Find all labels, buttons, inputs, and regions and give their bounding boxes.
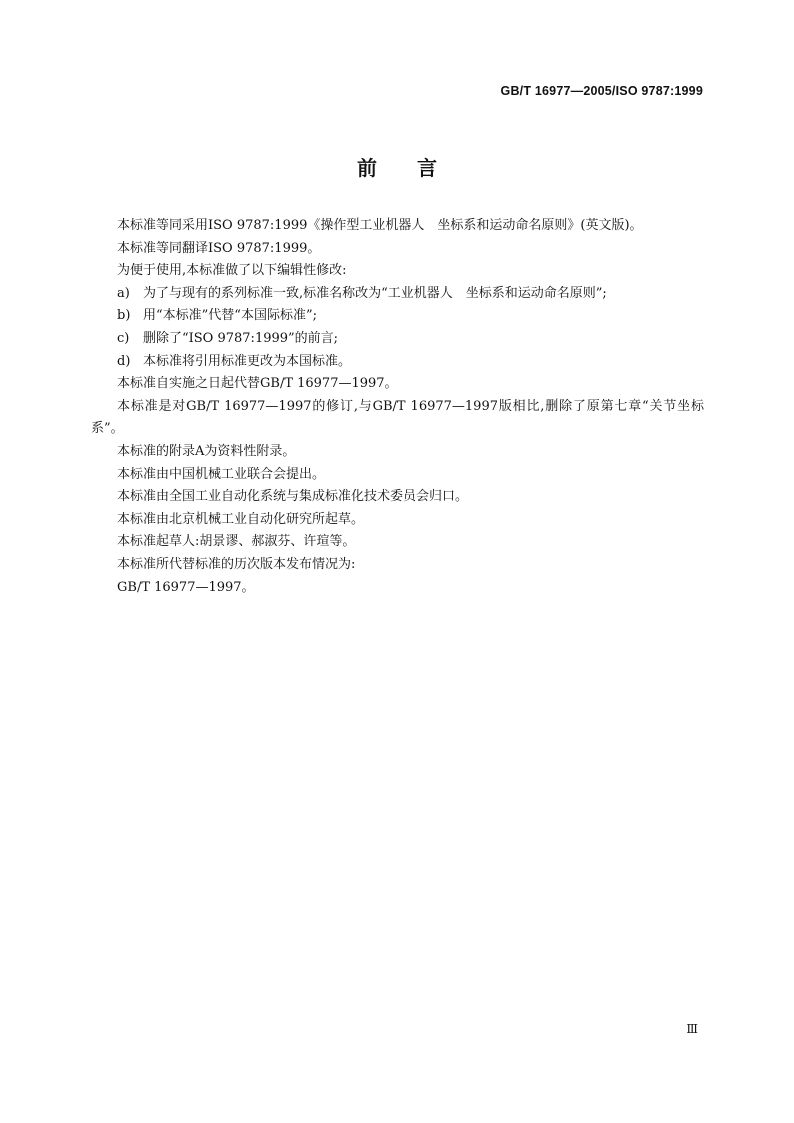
list-item-text: 为了与现有的系列标准一致,标准名称改为“工业机器人 坐标系和运动命名原则”; — [143, 285, 607, 301]
list-item — [91, 328, 704, 351]
standard-code-header: GB/T 16977—2005/ISO 9787:1999 — [500, 84, 703, 98]
paragraph-adoption: 本标准等同采用ISO 9787:1999《操作型工业机器人 坐标系和运动命名原则》(英文版)。 — [117, 218, 643, 233]
paragraph-annex: 本标准的附录A为资料性附录。 — [117, 443, 296, 459]
page-title: 前言 — [357, 156, 477, 180]
list-item-text: 用“本标准”代替“本国际标准”; — [143, 308, 317, 324]
list-item-text: 本标准将引用标准更改为本国标准。 — [143, 353, 352, 369]
paragraph-edits-intro: 为便于使用,本标准做了以下编辑性修改: — [117, 263, 347, 279]
paragraph-administered-by: 本标准由全国工业自动化系统与集成标准化技术委员会归口。 — [117, 489, 469, 505]
paragraph-drafted-by: 本标准由北京机械工业自动化研究所起草。 — [117, 511, 365, 527]
list-marker: c) — [117, 330, 130, 346]
list-item — [91, 351, 704, 374]
list-item — [91, 283, 704, 306]
paragraph-revision: 本标准是对GB/T 16977—1997的修订,与GB/T 16977—1997版相比,删除了原第七章“关节坐标系”。 — [91, 398, 704, 437]
preface-body — [91, 215, 704, 599]
list-marker: b) — [117, 308, 131, 324]
paragraph-drafters: 本标准起草人:胡景谬、郝淑芬、许瑄等。 — [117, 534, 356, 550]
paragraph-translation: 本标准等同翻译ISO 9787:1999。 — [117, 240, 321, 256]
paragraph-history-intro: 本标准所代替标准的历次版本发布情况为: — [117, 556, 356, 572]
list-marker: d) — [117, 353, 131, 369]
paragraph-history-edition: GB/T 16977—1997。 — [117, 579, 255, 595]
paragraph-proposed-by: 本标准由中国机械工业联合会提出。 — [117, 466, 326, 482]
list-item — [91, 305, 704, 328]
page-number: Ⅲ — [686, 1022, 697, 1036]
list-item-text: 删除了“ISO 9787:1999”的前言; — [143, 330, 339, 346]
list-marker: a) — [117, 285, 130, 301]
paragraph-replaces: 本标准自实施之日起代替GB/T 16977—1997。 — [117, 376, 398, 392]
